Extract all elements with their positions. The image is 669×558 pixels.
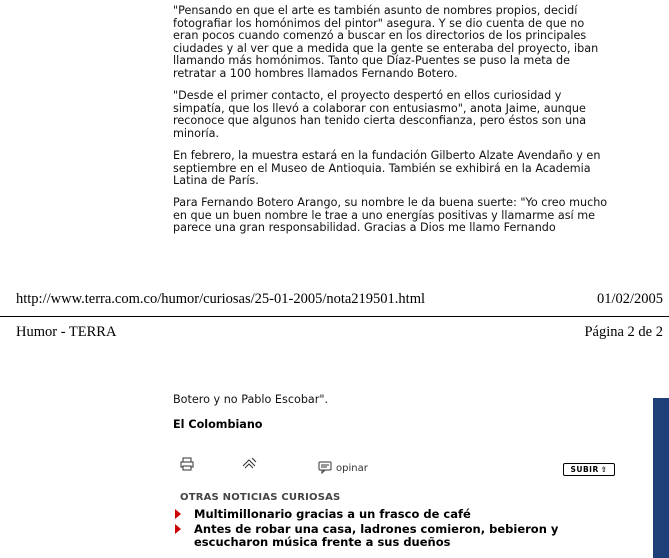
article-paragraph-4 [173, 197, 613, 235]
article-paragraph-1 [173, 5, 613, 81]
triangle-bullet-icon [175, 509, 181, 519]
arrow-up-icon: ⇧ [600, 465, 608, 474]
sidebar-strip [653, 398, 669, 558]
subir-button[interactable] [563, 463, 615, 476]
page-divider [0, 316, 669, 317]
paragraph-text: Para Fernando Botero Arango, su nombre le da buena suerte: "Yo creo mucho en que un buen nombre le trae a uno energías positivas y llamarme así me parece una gran responsabilidad. Gracias a Dios me llamo Fernando [173, 196, 608, 235]
paragraph-text: Botero y no Pablo Escobar". [173, 393, 329, 406]
list-item[interactable] [175, 523, 615, 549]
news-link[interactable]: Antes de robar una casa, ladrones comieron, bebieron y escucharon música frente a sus dueños [194, 522, 559, 549]
print-header-title: Humor - TERRA [16, 324, 117, 340]
triangle-bullet-icon [175, 524, 181, 534]
article-paragraph-3 [173, 150, 613, 188]
email-icon[interactable] [241, 457, 257, 474]
article-source: El Colombiano [173, 418, 263, 431]
opinar-label: opinar [336, 463, 368, 474]
news-link[interactable]: Multimillonario gracias a un frasco de café [194, 507, 471, 521]
otras-noticias-list [175, 508, 615, 551]
subir-label: SUBIR [570, 465, 599, 474]
opinar-button[interactable] [318, 461, 368, 477]
article-toolbar [0, 456, 669, 478]
print-footer-url: http://www.terra.com.co/humor/curiosas/25-01-2005/nota219501.html [16, 291, 426, 307]
article-paragraph-2 [173, 90, 613, 140]
otras-noticias-heading: OTRAS NOTICIAS CURIOSAS [180, 492, 341, 503]
comment-icon [318, 461, 332, 477]
list-item[interactable] [175, 508, 615, 521]
paragraph-text: "Pensando en que el arte es también asunto de nombres propios, decidí fotografiar los homónimos del pintor" asegura. Y se dio cuenta de que no eran pocos cuando comenzó a buscar en los directorios de los principales ciudades y al ver que a medida que la gente se enteraba del proyecto, iban llamando más homónimos. Tanto que Díaz-Puentes se puso la meta de retratar a 100 hombres llamados Fernando Botero. [173, 4, 599, 80]
paragraph-text: "Desde el primer contacto, el proyecto despertó en ellos curiosidad y simpatía, que los llevó a colaborar con entusiasmo", anota Jaime, aunque reconoce que algunos han tenido cierta desconfianza, pero éstos son una minoría. [173, 89, 587, 140]
print-footer-date: 01/02/2005 [596, 291, 663, 307]
print-header-page: Página 2 de 2 [584, 324, 663, 340]
printer-icon[interactable] [180, 457, 194, 474]
article-paragraph-5 [173, 394, 613, 407]
paragraph-text: En febrero, la muestra estará en la fundación Gilberto Alzate Avendaño y en septiembre en el Museo de Antioquia. También se exhibirá en la Academia Latina de París. [173, 149, 601, 188]
